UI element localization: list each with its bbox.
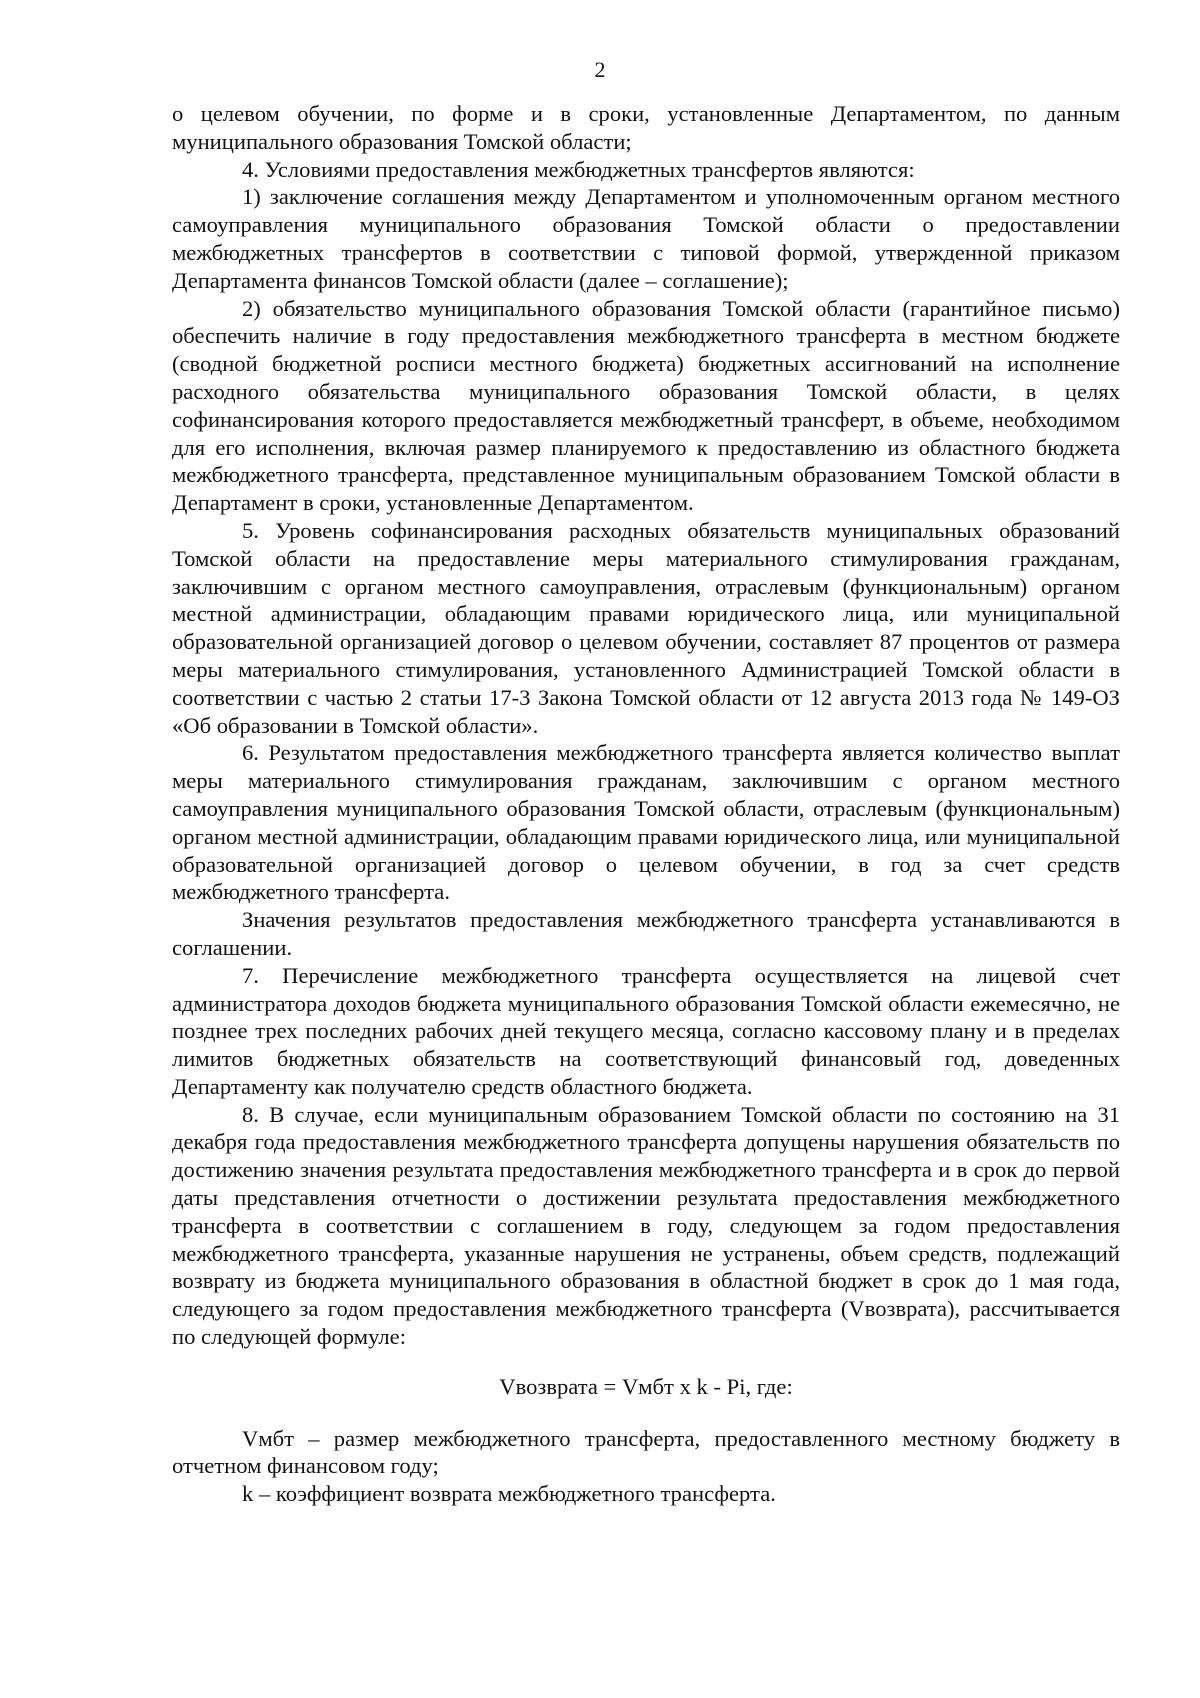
paragraph-item-4: 4. Условиями предоставления межбюджетных трансфертов являются: [242,156,915,182]
paragraph-result-values: Значения результатов предоставления межбюджетного трансферта устанавливаются в соглашении. [172,907,1120,960]
paragraph-subitem-2: 2) обязательство муниципального образования Томской области (гарантийное письмо) обеспечить наличие в году предоставления межбюджетного трансферта в местном бюджете (сводной бюджетной росписи местного бюджета) бюджетных ассигнований на исполнение расходного обязательства муниципального образования Томской области, в целях софинансирования которого предоставляется межбюджетный трансферт, в объеме, необходимом для его исполнения, включая размер планируемого к предоставлению из областного бюджета межбюджетного трансферта, представленное муниципальным образованием Томской области в Департамент в сроки, установленные Департаментом. [172,295,1120,516]
paragraph-continuation: о целевом обучении, по форме и в сроки, установленные Департаментом, по данным муниципального образования Томской области; [172,101,1120,154]
paragraph-item-5: 5. Уровень софинансирования расходных обязательств муниципальных образований Томской области на предоставление меры материального стимулирования гражданам, заключившим с органом местного самоуправления, отраслевым (функциональным) органом местной администрации, обладающим правами юридического лица, или муниципальной образовательной организацией договор о целевом обучении, составляет 87 процентов от размера меры материального стимулирования, установленного Администрацией Томской области в соответствии с частью 2 статьи 17-3 Закона Томской области от 12 августа 2013 года № 149-ОЗ «Об образовании в Томской области». [172,517,1120,738]
page-number: 2 [594,57,606,82]
paragraph-item-8: 8. В случае, если муниципальным образованием Томской области по состоянию на 31 декабря года предоставления межбюджетного трансферта допущены нарушения обязательств по достижению значения результата предоставления межбюджетного трансферта и в срок до первой даты представления отчетности о достижении результата предоставления межбюджетного трансферта в соответствии с соглашением в году, следующем за годом предоставления межбюджетного трансферта, указанные нарушения не устранены, объем средств, подлежащий возврату из бюджета муниципального образования в областной бюджет в срок до 1 мая года, следующего за годом предоставления межбюджетного трансферта (Vвозврата), рассчитывается по следующей формуле: [172,1101,1120,1350]
paragraph-item-7: 7. Перечисление межбюджетного трансферта осуществляется на лицевой счет администратора доходов бюджета муниципального образования Томской области ежемесячно, не позднее трех последних рабочих дней текущего месяца, согласно кассовому плану и в пределах лимитов бюджетных обязательств на соответствующий финансовый год, доведенных Департаменту как получателю средств областного бюджета. [172,962,1120,1099]
definition-vmbt: Vмбт – размер межбюджетного трансферта, предоставленного местному бюджету в отчетном финансовом году; [172,1425,1120,1479]
definition-k: k – коэффициент возврата межбюджетного трансферта. [242,1481,776,1507]
document-body [172,100,1120,1508]
paragraph-item-6: 6. Результатом предоставления межбюджетного трансферта является количество выплат меры материального стимулирования гражданам, заключившим с органом местного самоуправления муниципального образования Томской области, отраслевым (функциональным) органом местной администрации, обладающим правами юридического лица, или муниципальной образовательной организацией договор о целевом обучении, в год за счет средств межбюджетного трансферта. [172,740,1120,905]
formula: Vвозврата = Vмбт x k - Pi, где: [499,1373,793,1399]
paragraph-subitem-1: 1) заключение соглашения между Департаментом и уполномоченным органом местного самоуправления муниципального образования Томской области о предоставлении межбюджетных трансфертов в соответствии с типовой формой, утвержденной приказом Департамента финансов Томской области (далее – соглашение); [172,184,1120,293]
